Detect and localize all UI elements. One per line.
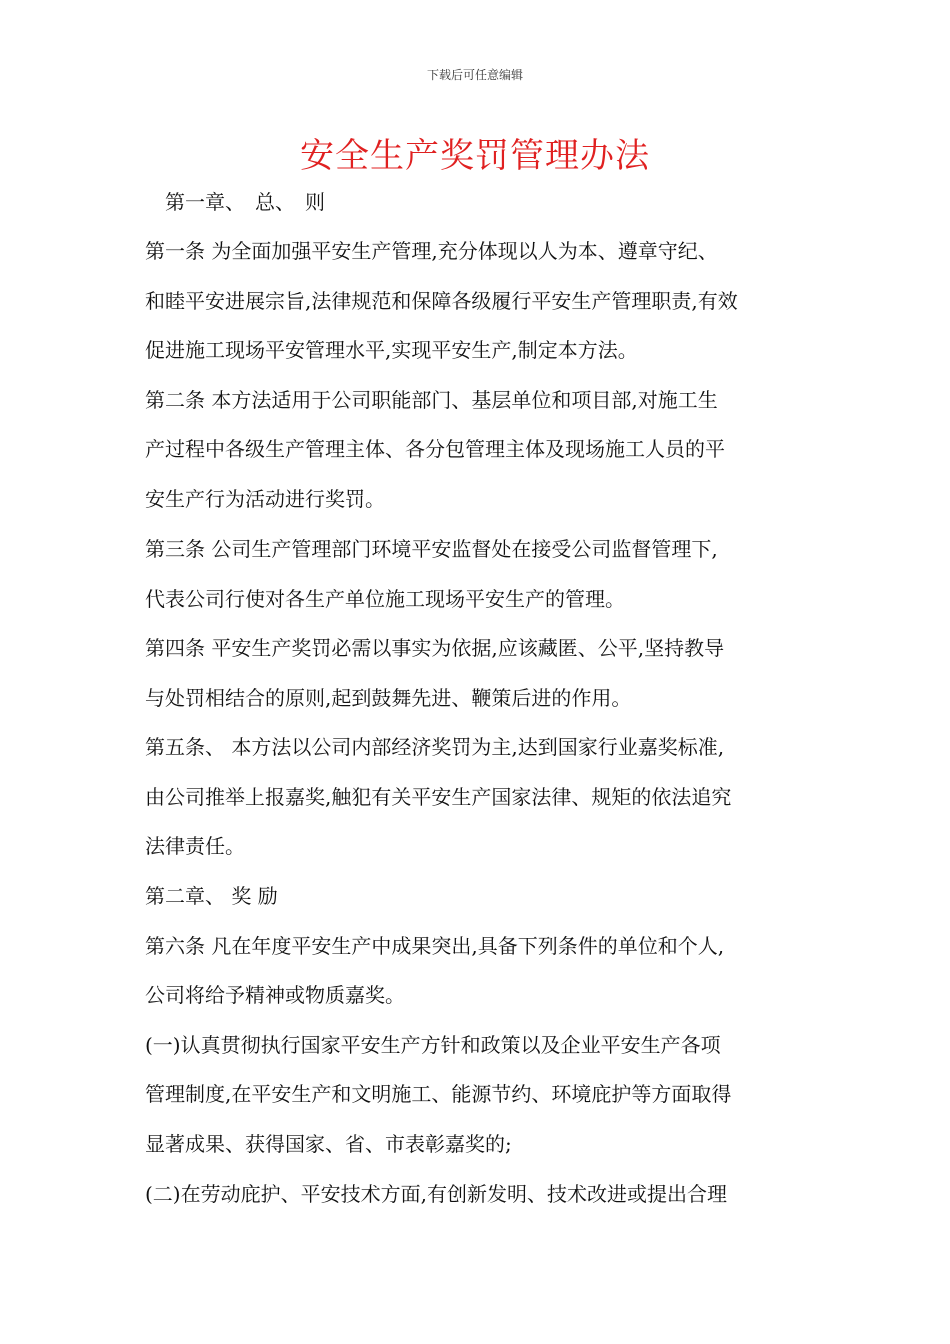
header-note: 下载后可任意编辑 xyxy=(426,68,523,82)
body-line: (二)在劳动庇护、平安技术方面,有创新发明、技术改进或提出合理 xyxy=(145,1182,727,1206)
body-line: 显著成果、获得国家、省、市表彰嘉奖的; xyxy=(145,1132,512,1156)
body-line: 第二条 本方法适用于公司职能部门、基层单位和项目部,对施工生 xyxy=(145,388,718,412)
body-line: 促进施工现场平安管理水平,实现平安生产,制定本方法。 xyxy=(145,338,638,362)
body-line: 代表公司行使对各生产单位施工现场平安生产的管理。 xyxy=(145,587,625,611)
document-title: 安全生产奖罚管理办法 xyxy=(300,136,650,176)
body-line: 产过程中各级生产管理主体、各分包管理主体及现场施工人员的平 xyxy=(145,437,725,461)
body-line: 管理制度,在平安生产和文明施工、能源节约、环境庇护等方面取得 xyxy=(145,1082,732,1106)
body-line: 公司将给予精神或物质嘉奖。 xyxy=(145,983,405,1007)
body-line: 第一条 为全面加强平安生产管理,充分体现以人为本、遵章守纪、 xyxy=(145,239,718,263)
body-line: 和睦平安进展宗旨,法律规范和保障各级履行平安生产管理职责,有效 xyxy=(145,289,738,313)
body-line: 第二章、 奖 励 xyxy=(145,884,278,908)
body-line: 由公司推举上报嘉奖,触犯有关平安生产国家法律、规矩的依法追究 xyxy=(145,785,732,809)
body-line: 第三条 公司生产管理部门环境平安监督处在接受公司监督管理下, xyxy=(145,537,718,561)
body-line: 第四条 平安生产奖罚必需以事实为依据,应该藏匿、公平,坚持教导 xyxy=(145,636,725,660)
body-line: 与处罚相结合的原则,起到鼓舞先进、鞭策后进的作用。 xyxy=(145,686,632,710)
body-line: 第一章、 总、 则 xyxy=(145,190,325,214)
body-line: (一)认真贯彻执行国家平安生产方针和政策以及企业平安生产各项 xyxy=(145,1033,721,1057)
body-line: 安生产行为活动进行奖罚。 xyxy=(145,487,385,511)
body-line: 法律责任。 xyxy=(145,834,245,858)
body-line: 第五条、 本方法以公司内部经济奖罚为主,达到国家行业嘉奖标准, xyxy=(145,735,725,759)
body-line: 第六条 凡在年度平安生产中成果突出,具备下列条件的单位和个人, xyxy=(145,934,725,958)
